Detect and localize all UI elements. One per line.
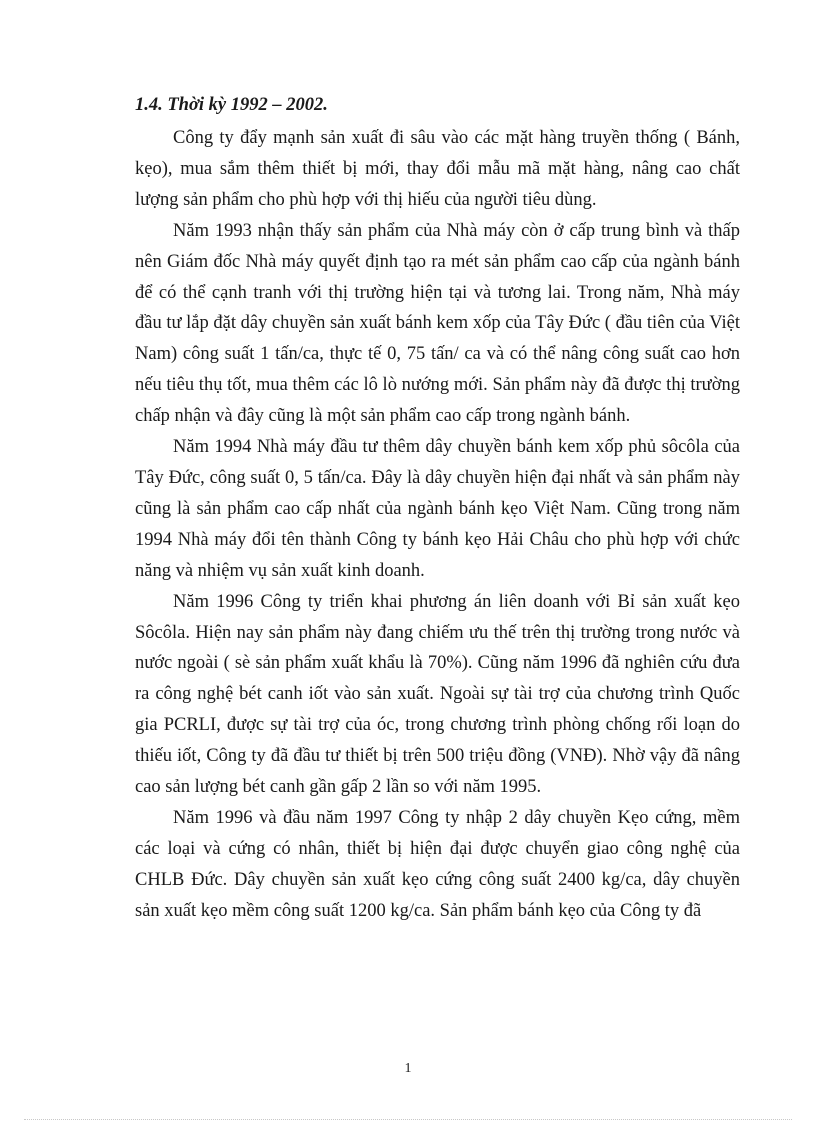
paragraph-2: Năm 1993 nhận thấy sản phẩm của Nhà máy còn ở cấp trung bình và thấp nên Giám đốc Nhà máy quyết định tạo ra mét sản phẩm cao cấp của ngành bánh để có thể cạnh tranh với thị trường hiện tại và tương lai. Trong năm, Nhà máy đầu tư lắp đặt dây chuyền sản xuất bánh kem xốp của Tây Đức ( đầu tiên của Việt Nam) công suất 1 tấn/ca, thực tế 0, 75 tấn/ ca và có thể nâng công suất cao hơn nếu tiêu thụ tốt, mua thêm các lô lò nướng mới. Sản phẩm này đã được thị trường chấp nhận và đây cũng là một sản phẩm cao cấp trong ngành bánh. <box>135 220 740 427</box>
paragraph-1: Công ty đẩy mạnh sản xuất đi sâu vào các mặt hàng truyền thống ( Bánh, kẹo), mua sắm thêm thiết bị mới, thay đổi mẫu mã mặt hàng, nâng cao chất lượng sản phẩm cho phù hợp với thị hiếu của người tiêu dùng. <box>135 128 740 210</box>
page-number: 1 <box>404 1061 412 1076</box>
page-content <box>135 93 740 927</box>
paragraph-4: Năm 1996 Công ty triển khai phương án liên doanh với Bỉ sản xuất kẹo Sôcôla. Hiện nay sản phẩm này đang chiếm ưu thế trên thị trường trong nước và nước ngoài ( sè sản phẩm xuất khẩu là 70%). Cũng năm 1996 đã nghiên cứu đưa ra công nghệ bét canh iốt vào sản xuất. Ngoài sự tài trợ của chương trình Quốc gia PCRLI, được sự tài trợ của óc, trong chương trình phòng chống rối loạn do thiếu iốt, Công ty đã đầu tư thiết bị trên 500 triệu đồng (VNĐ). Nhờ vậy đã nâng cao sản lượng bét canh gần gấp 2 lần so với năm 1995. <box>135 591 740 798</box>
paragraph-3: Năm 1994 Nhà máy đầu tư thêm dây chuyền bánh kem xốp phủ sôcôla của Tây Đức, công suất 0, 5 tấn/ca. Đây là dây chuyền hiện đại nhất và sản phẩm này cũng là sản phẩm cao cấp nhất của ngành bánh kẹo Việt Nam. Cũng trong năm 1994 Nhà máy đổi tên thành Công ty bánh kẹo Hải Châu cho phù hợp với chức năng và nhiệm vụ sản xuất kinh doanh. <box>135 437 740 581</box>
page-divider <box>24 1119 792 1120</box>
paragraph-5: Năm 1996 và đầu năm 1997 Công ty nhập 2 dây chuyền Kẹo cứng, mềm các loại và cứng có nhân, thiết bị hiện đại được chuyển giao công nghệ của CHLB Đức. Dây chuyền sản xuất kẹo cứng công suất 2400 kg/ca, dây chuyền sản xuất kẹo mềm công suất 1200 kg/ca. Sản phẩm bánh kẹo của Công ty đã <box>135 807 740 921</box>
section-heading: 1.4. Thời kỳ 1992 – 2002. <box>135 95 328 115</box>
